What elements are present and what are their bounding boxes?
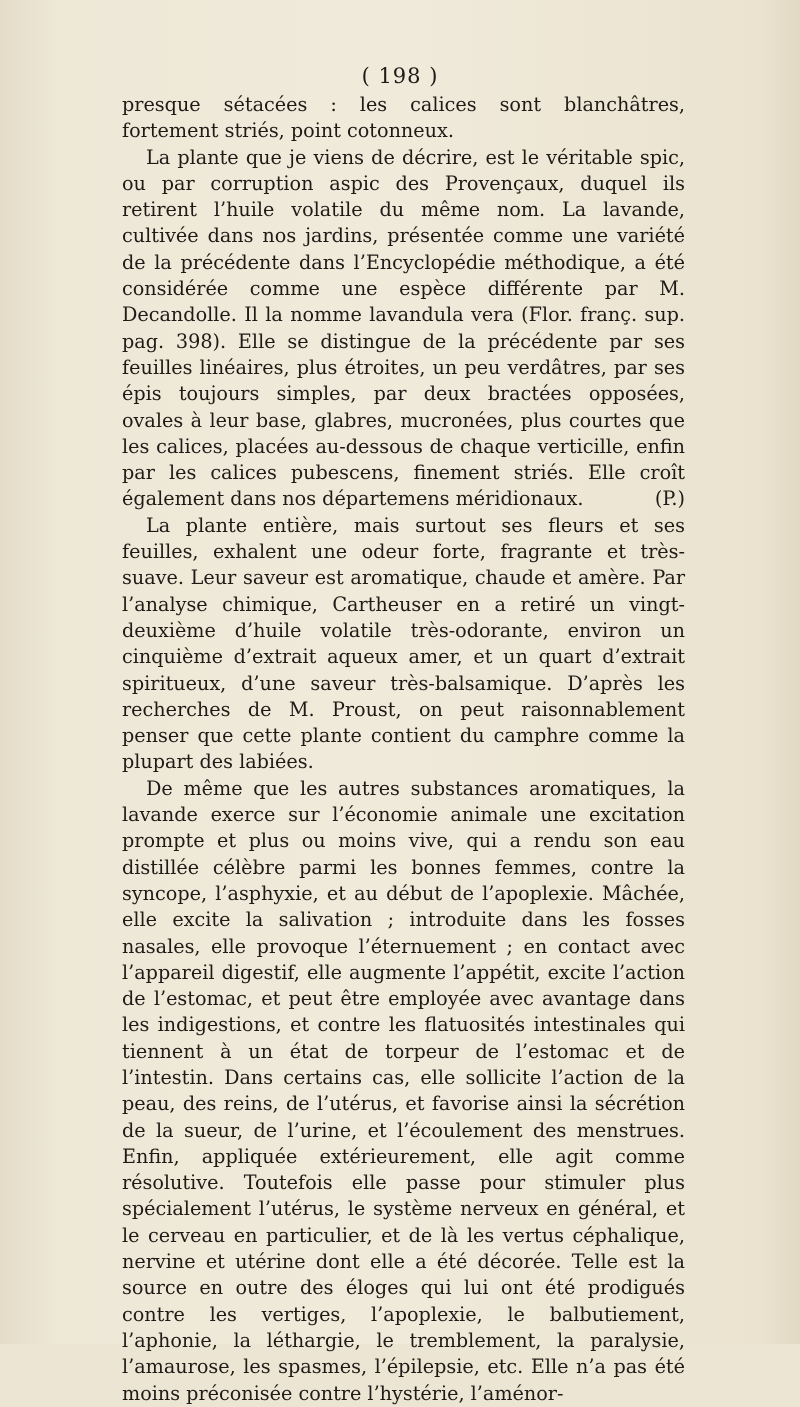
reference-encyclopedie: Encyclopédie méthodique <box>365 250 620 274</box>
author-signature: (P.) <box>654 487 685 511</box>
paragraph-1-text: presque sétacées : les calices sont blanchâtres, fortement striés, point cotonneux. <box>122 93 685 143</box>
page-number: ( 198 ) <box>361 64 439 88</box>
paragraph-2-text-b: , ou par corruption <box>122 145 685 195</box>
paragraph-4-text: De même que les autres substances aromatiques, la lavande exerce sur l’économie animale une excitation prompte et plus ou moins vive, qui a rendu son eau distillée célèbre parmi les bonnes femmes, contre la syncope, l’asphyxie, et au début de l’apoplexie. Mâchée, elle excite la salivation ; introduite dans les fosses nasales, elle provoque l’éternuement ; en contact avec l’appareil digestif, elle augmente l’appétit, excite l’action de l’estomac, et peut être employée avec avantage dans les indigestions, et contre les flatuosités intestinales qui tiennent à un état de torpeur de l’estomac et de l’intestin. Dans certains cas, elle sollicite l’action de la peau, des reins, de l’utérus, et favorise ainsi la sécrétion de la sueur, de l’urine, et l’écoulement des menstrues. Enfin, appliquée extérieurement, elle agit comme résolutive. Toutefois elle passe pour stimuler plus spécialement l’utérus, le système nerveux en général, et le cerveau en particulier, et de là les vertus céphalique, nervine et utérine dont elle a été décorée. Telle est la source en outre des éloges qui lui ont été prodigués contre les vertiges, l’apoplexie, le balbutiement, l’aphonie, la léthargie, le tremblement, la paralysie, l’amaurose, les spasmes, l’épilepsie, etc. Elle n’a pas été moins préconisée contre l’hystérie, l’aménor- <box>122 776 685 1405</box>
term-aspic: aspic <box>329 171 380 195</box>
paragraph-2-text-e: (Flor. franç. sup. pag. 398). Elle se distingue de la précédente par ses feuilles linéaires, plus étroites, un peu verdâtres, par ses épis toujours simples, par deux bractées opposées, ovales à leur base, glabres, mucronées, plus courtes que les calices, placées au-dessous de chaque verticille, enfin par les calices pubescens, finement striés. Elle croît également dans nos départemens méridionaux. <box>122 303 686 511</box>
paragraph-2-text-a: La plante que je viens de décrire, est le véritable <box>146 145 640 169</box>
paragraph-4 <box>122 776 685 1407</box>
body-text <box>122 92 685 1407</box>
paragraph-1 <box>122 92 685 145</box>
paragraph-3 <box>122 513 685 776</box>
term-spic: spic <box>639 145 679 169</box>
term-lavandula-vera: lavandula vera <box>369 303 514 327</box>
paragraph-2-text-c: des Provençaux, duquel ils retirent l’huile volatile du même nom. La lavande, cultivée dans nos jardins, présentée comme une variété de la précédente dans l’ <box>122 171 685 274</box>
paragraph-2 <box>122 145 685 513</box>
paragraph-2-text-d: , a été considérée comme une espèce différente par M. Decandolle. Il la nomme <box>122 250 685 327</box>
paragraph-3-text: La plante entière, mais surtout ses fleurs et ses feuilles, exhalent une odeur forte, fragrante et très-suave. Leur saveur est aromatique, chaude et amère. Par l’analyse chimique, Cartheuser en a retiré un vingt-deuxième d’huile volatile très-odorante, environ un cinquième d’extrait aqueux amer, et un quart d’extrait spiritueux, d’une saveur très-balsamique. D’après les recherches de M. Proust, on peut raisonnablement penser que cette plante contient du camphre comme la plupart des labiées. <box>122 513 685 774</box>
